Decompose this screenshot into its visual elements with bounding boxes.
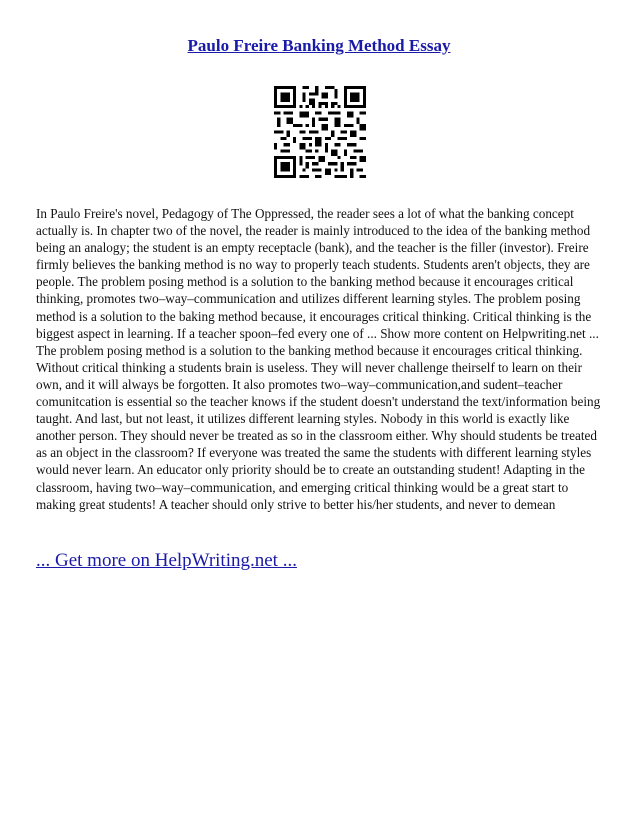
get-more-link[interactable]: ... Get more on HelpWriting.net ... (36, 550, 297, 571)
paragraph-main: The problem posing method is a solution to the banking method because it encourages critical thinking. Without critical thinking a students brain is useless. They will never challenge theirself to learn on their own, and it will always be forgotten. It also promotes two–way–communication,and sudent–teacher comunitcation is essential so the teacher knows if the student doesn't understand the text/information being taught. And last, but not least, it utilizes different learning styles. Nobody in this world is exactly like another person. They should never be treated as so in the classroom either. Why should students be treated as an object in the classroom? If everyone was treated the same the students with different learning styles would never learn. An educator only priority should be to create an outstanding student! Adapting in the classroom, having two–way–communication, and emerging critical thinking would be a great start to making great students! A teacher should only strive to better his/her students, and never to demean (36, 342, 601, 512)
paragraph-intro: In Paulo Freire's novel, Pedagogy of The Oppressed, the reader sees a lot of what the banking concept actually is. In chapter two of the novel, the reader is mainly introduced to the idea of the banking method being an analogy; the student is an empty receptacle (bank), and the teacher is the filler (investor). Freire firmly believes the banking method is no way to properly teach students. Students aren't objects, they are people. The problem posing method is a solution to the banking method because it encourages critical thinking, promotes two–way–communication and utilizes different learning styles. The problem posing method is a solution to the baking method because, it encourages critical thinking. Critical thinking is the biggest aspect in learning. If a teacher spoon–fed every one of ... Show more content on Helpwriting.net ... (36, 206, 599, 341)
qr-code-icon (274, 86, 366, 178)
essay-body (36, 205, 606, 513)
document-title[interactable]: Paulo Freire Banking Method Essay (187, 36, 451, 55)
